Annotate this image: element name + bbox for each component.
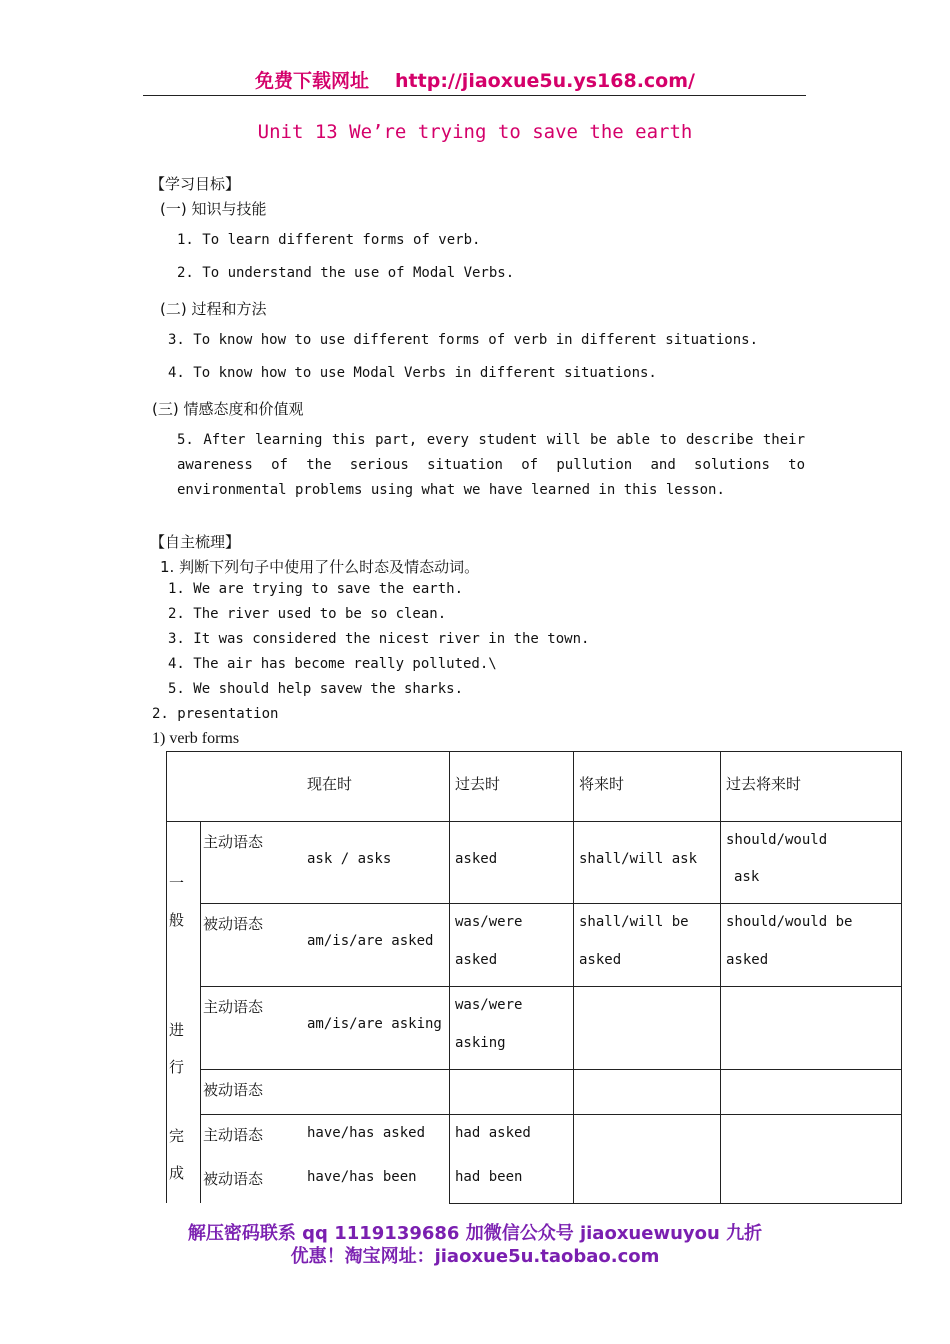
aspect-perfect-char: 完: [169, 1127, 185, 1145]
section-attitude-title: (三) 情感态度和价值观: [152, 400, 304, 418]
table-cell: was/were: [455, 914, 523, 930]
table-rule: [200, 1069, 902, 1070]
aspect-progressive-char: 行: [169, 1058, 185, 1076]
verb-forms-subheading: 1) verb forms: [152, 730, 240, 747]
table-cell: asked: [455, 952, 498, 968]
aspect-general-char: 般: [169, 911, 185, 929]
table-rule: [449, 751, 450, 1203]
table-cell: asked: [726, 952, 769, 968]
table-cell: ask: [734, 869, 760, 885]
table-rule: [200, 903, 902, 904]
table-cell: have/has been: [307, 1169, 417, 1185]
review-task-1: 1. 判断下列句子中使用了什么时态及情态动词。: [160, 558, 480, 576]
header-label: 免费下载网址: [255, 70, 370, 92]
voice-active-label: 主动语态: [203, 998, 264, 1016]
table-rule: [720, 751, 721, 1203]
voice-passive-label: 被动语态: [203, 915, 264, 933]
review-sentence: 1. We are trying to save the earth.: [168, 581, 464, 597]
aspect-general-char: 一: [169, 874, 185, 892]
table-cell: have/has asked: [307, 1125, 426, 1141]
objective-item-line: 5. After learning this part, every student will be able to describe their: [177, 432, 805, 448]
header-divider: [143, 95, 806, 96]
table-rule: [166, 751, 167, 1203]
review-heading: 【自主梳理】: [150, 533, 241, 551]
review-sentence: 3. It was considered the nicest river in the town.: [168, 631, 590, 647]
table-cell: had been: [455, 1169, 523, 1185]
voice-passive-label: 被动语态: [203, 1170, 264, 1188]
footer-line-2: 优惠！淘宝网址：jiaoxue5u.taobao.com: [290, 1246, 660, 1267]
footer-line-1: 解压密码联系 qq 1119139686 加微信公众号 jiaoxuewuyou 九折: [187, 1223, 763, 1244]
table-cell: shall/will be: [579, 914, 689, 930]
table-cell: had asked: [455, 1125, 531, 1141]
review-task-2: 2. presentation: [152, 706, 279, 722]
voice-active-label: 主动语态: [203, 833, 264, 851]
table-cell: am/is/are asked: [307, 933, 434, 949]
table-cell: ask / asks: [307, 851, 392, 867]
voice-active-label: 主动语态: [203, 1126, 264, 1144]
table-rule: [200, 821, 201, 1203]
objective-item: 3. To know how to use different forms of verb in different situations.: [168, 332, 759, 348]
table-rule: [449, 1203, 902, 1204]
table-rule: [166, 821, 902, 822]
table-cell: asked: [579, 952, 622, 968]
download-header: [0, 66, 950, 93]
table-rule: [200, 1114, 902, 1115]
table-cell: should/would: [726, 832, 828, 848]
review-sentence: 5. We should help savew the sharks.: [168, 681, 464, 697]
table-rule: [200, 986, 902, 987]
section-process-title: (二) 过程和方法: [160, 300, 267, 318]
voice-passive-label: 被动语态: [203, 1081, 264, 1099]
aspect-progressive-char: 进: [169, 1021, 185, 1039]
aspect-perfect-char: 成: [169, 1164, 185, 1182]
review-sentence: 4. The air has become really polluted.\: [168, 656, 497, 672]
objective-item: 1. To learn different forms of verb.: [177, 232, 481, 248]
table-cell: should/would be: [726, 914, 853, 930]
header-present: 现在时: [307, 775, 353, 793]
table-cell: asked: [455, 851, 498, 867]
objective-item-line: environmental problems using what we have learned in this lesson.: [177, 482, 725, 498]
objective-item-line: awareness of the serious situation of pullution and solutions to: [177, 457, 805, 473]
table-cell: shall/will ask: [579, 851, 698, 867]
header-future: 将来时: [579, 775, 625, 793]
header-url-link[interactable]: http://jiaoxue5u.ys168.com/: [395, 70, 695, 92]
table-cell: was/were: [455, 997, 523, 1013]
table-cell: asking: [455, 1035, 506, 1051]
table-rule: [573, 751, 574, 1203]
objective-item: 2. To understand the use of Modal Verbs.: [177, 265, 515, 281]
section-knowledge-title: (一) 知识与技能: [160, 200, 267, 218]
objectives-heading: 【学习目标】: [150, 175, 241, 193]
header-past: 过去时: [455, 775, 501, 793]
objective-item: 4. To know how to use Modal Verbs in different situations.: [168, 365, 657, 381]
table-cell: am/is/are asking: [307, 1016, 442, 1032]
table-rule: [166, 751, 902, 752]
header-past-future: 过去将来时: [726, 775, 802, 793]
review-sentence: 2. The river used to be so clean.: [168, 606, 447, 622]
table-rule: [901, 751, 902, 1203]
page-title: Unit 13 We’re trying to save the earth: [257, 121, 693, 143]
